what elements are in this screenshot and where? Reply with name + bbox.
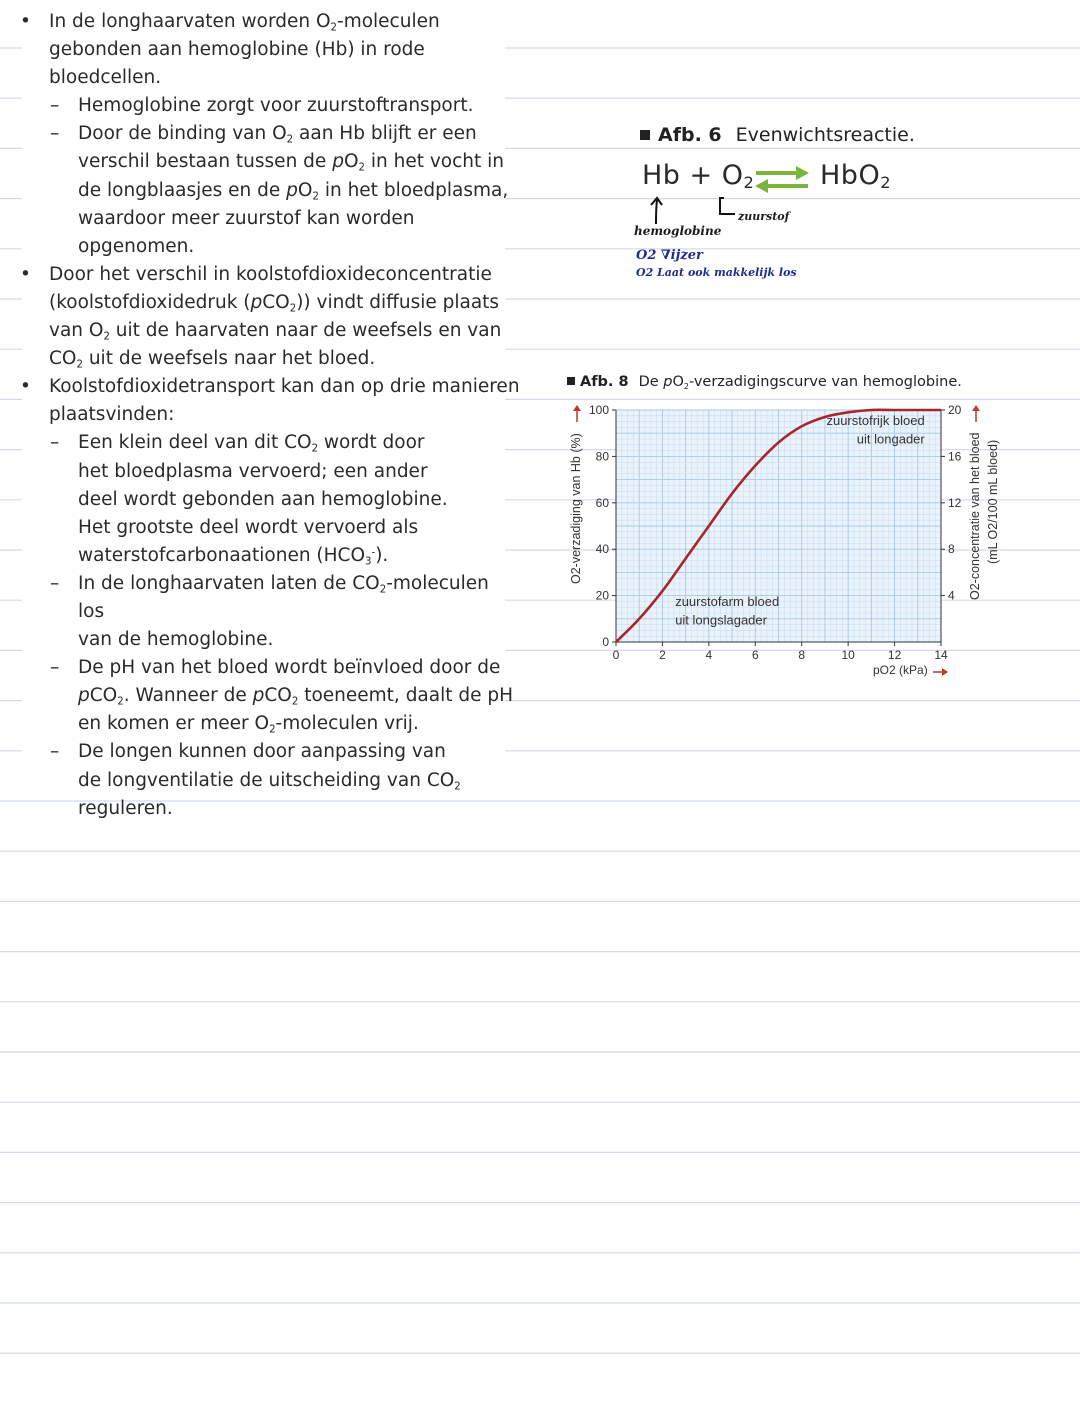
dash-item-transport xyxy=(20,92,520,120)
y2-tick-label: 8 xyxy=(948,542,955,557)
text-line: bloedcellen. xyxy=(49,67,162,89)
square-bullet-icon xyxy=(640,130,650,140)
saturation-curve-chart xyxy=(560,398,1020,678)
text-line: waardoor meer zuurstof kan worden xyxy=(78,207,415,229)
dash-marker: – xyxy=(50,432,60,454)
y2-tick-label: 20 xyxy=(948,403,962,417)
y-tick-label: 80 xyxy=(595,449,609,464)
text-line: Het grootste deel wordt vervoerd als xyxy=(78,516,419,538)
figure-8-label: Afb. 8 xyxy=(580,374,629,390)
handwritten-note-release: O2 Laat ook makkelijk los xyxy=(636,266,797,279)
equilibrium-arrows-icon xyxy=(752,164,812,194)
figure-6-title: Evenwichtsreactie. xyxy=(735,124,915,146)
notes-text xyxy=(20,8,520,823)
bullet-item-diffusion xyxy=(20,261,520,373)
text-line: De longen kunnen door aanpassing van xyxy=(78,741,446,763)
y-tick-label: 100 xyxy=(588,403,609,417)
y-tick-label: 40 xyxy=(595,542,609,557)
dash-marker: – xyxy=(50,572,60,594)
text-line: de longblaasjes en de $pO_2$ in het bloedplasma, xyxy=(78,179,509,203)
text-line: pCO$_2$. Wanneer de pCO$_2$ toeneemt, daalt de pH xyxy=(78,685,514,708)
text-line: verschil bestaan tussen de $pO_2$ in het vocht in xyxy=(78,151,504,175)
product: HbO$_2$ xyxy=(820,160,892,193)
y2-tick-label: 16 xyxy=(948,449,962,464)
bullet-marker: • xyxy=(20,376,31,398)
text-line: van de hemoglobine. xyxy=(78,629,274,651)
text-line: deel wordt gebonden aan hemoglobine. xyxy=(78,488,448,510)
figure-8-caption: Afb. 8 De $pO_2$-verzadigingscurve van hemoglobine. xyxy=(567,374,962,390)
dash-item-ventilation xyxy=(20,738,520,822)
text-line: het bloedplasma vervoerd; een ander xyxy=(78,460,428,482)
text-line: In de longhaarvaten worden $O_2$-moleculen xyxy=(49,11,440,34)
bullet-marker: • xyxy=(20,11,31,32)
text-line: Door het verschil in koolstofdioxideconcentratie xyxy=(49,263,492,285)
x-tick-label: 0 xyxy=(612,648,620,662)
text-line: de longventilatie de uitscheiding van $CO_2$ xyxy=(78,769,461,793)
x-tick-label: 4 xyxy=(705,648,713,662)
y2-tick-label: 4 xyxy=(948,588,955,603)
text-line: opgenomen. xyxy=(78,235,195,257)
x-tick-label: 6 xyxy=(751,648,759,662)
text-line: plaatsvinden: xyxy=(49,404,175,426)
dash-marker: – xyxy=(50,741,60,763)
bullet-marker: • xyxy=(20,263,31,285)
y-tick-label: 0 xyxy=(602,635,609,649)
y-tick-label: 20 xyxy=(595,588,609,603)
text-line: Een klein deel van dit $CO_2$ wordt door xyxy=(78,432,425,455)
text-line: $CO_2$ uit de weefsels naar het bloed. xyxy=(49,348,376,371)
y2-tick-label: 12 xyxy=(948,495,962,510)
y2-axis-arrowhead-icon xyxy=(972,405,980,411)
text-line: reguleren. xyxy=(78,797,173,819)
y2-axis-label-line-1: O2-concentratie van het bloed xyxy=(968,432,982,600)
text-line: (koolstofdioxidedruk (pCO$_2$)) vindt diffusie plaats xyxy=(49,291,500,315)
y-axis-arrowhead-icon xyxy=(573,405,581,411)
square-bullet-icon xyxy=(567,377,575,385)
y-axis-label: O2-verzadiging van Hb (%) xyxy=(569,433,583,584)
x-tick-label: 12 xyxy=(887,648,902,662)
reactants: $Hb + O_2$ xyxy=(642,160,755,193)
text-line: Hemoglobine zorgt voor zuurstoftransport. xyxy=(78,95,474,117)
text-line: Door de binding van $O_2$ aan Hb blijft er een xyxy=(78,123,477,146)
handwritten-hemoglobine: hemoglobine xyxy=(634,224,722,238)
annotation-rich-blood-line-1: zuurstofrijk bloed xyxy=(826,413,925,429)
dash-item-three-ways xyxy=(20,429,520,569)
text-line: van $O_2$ uit de haarvaten naar de weefsels en van xyxy=(49,320,502,343)
dash-marker: – xyxy=(50,657,60,679)
y2-axis-label-line-2: (mL O2/100 mL bloed) xyxy=(986,439,1000,564)
annotation-poor-blood-line-2: uit longslagader xyxy=(675,612,767,628)
x-tick-label: 2 xyxy=(659,648,666,662)
annotation-poor-blood-line-1: zuurstofarm bloed xyxy=(675,594,780,610)
dash-marker: – xyxy=(50,123,60,145)
text-line: gebonden aan hemoglobine (Hb) in rode xyxy=(49,39,425,61)
x-tick-label: 14 xyxy=(934,648,948,662)
figure-6-label: Afb. 6 xyxy=(658,124,722,146)
text-line: In de longhaarvaten laten de $CO_2$-moleculen los xyxy=(78,572,489,622)
annotation-rich-blood-line-2: uit longader xyxy=(856,431,925,447)
dash-item-release xyxy=(20,570,520,654)
bullet-item-binding xyxy=(20,8,520,92)
dash-item-binding-difference xyxy=(20,120,520,260)
x-tick-label: 8 xyxy=(798,648,806,662)
y-tick-label: 60 xyxy=(595,495,609,510)
bullet-item-co2-transport xyxy=(20,373,520,429)
x-axis-arrowhead-icon xyxy=(942,668,948,676)
dash-marker: – xyxy=(50,95,60,117)
dash-item-ph xyxy=(20,654,520,738)
figure-6-caption xyxy=(640,124,940,146)
handwritten-zuurstof: zuurstof xyxy=(738,210,790,223)
figure-6-equilibrium xyxy=(634,124,940,279)
x-axis-label: pO2 (kPa) xyxy=(873,663,928,677)
reaction-equation xyxy=(642,160,892,193)
x-tick-label: 10 xyxy=(841,648,855,662)
text-line: De pH van het bloed wordt beïnvloed door de xyxy=(78,657,501,679)
text-line: en komen er meer $O_2$-moleculen vrij. xyxy=(78,713,419,736)
text-line: waterstofcarbonaationen $(HCO_3^-)$. xyxy=(78,544,389,568)
handwritten-note-ijzer: O2 ∇ijzer xyxy=(636,248,703,263)
text-line: Koolstofdioxidetransport kan dan op drie manieren xyxy=(49,376,520,398)
